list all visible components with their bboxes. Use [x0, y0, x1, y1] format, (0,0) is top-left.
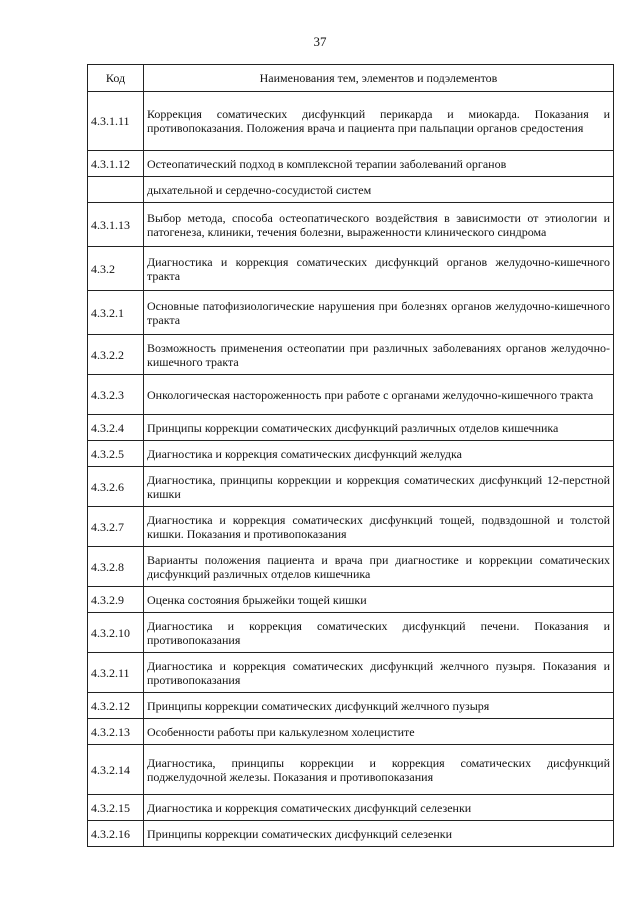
table-row [88, 415, 614, 441]
row-name: Основные патофизиологические нарушения при болезнях органов желудочно-кишечного тракта [144, 291, 614, 335]
row-code: 4.3.2.13 [88, 719, 144, 745]
row-name: Диагностика и коррекция соматических дисфункций желудка [144, 441, 614, 467]
row-name: Коррекция соматических дисфункций перикарда и миокарда. Показания и противопоказания. Положения врача и пациента при пальпации органов средостения [144, 92, 614, 151]
row-code: 4.3.2.14 [88, 745, 144, 795]
row-code: 4.3.2.11 [88, 653, 144, 693]
row-code: 4.3.2.6 [88, 467, 144, 507]
row-code: 4.3.2.7 [88, 507, 144, 547]
table-row [88, 653, 614, 693]
row-name: Диагностика и коррекция соматических дисфункций органов желудочно-кишечного тракта [144, 247, 614, 291]
table-row [88, 291, 614, 335]
row-name: Диагностика и коррекция соматических дисфункций тощей, подвздошной и толстой кишки. Показания и противопоказания [144, 507, 614, 547]
table-row [88, 375, 614, 415]
row-name: Особенности работы при калькулезном холецистите [144, 719, 614, 745]
table-row [88, 719, 614, 745]
row-code: 4.3.2 [88, 247, 144, 291]
table-row [88, 151, 614, 177]
row-name: Принципы коррекции соматических дисфункций желчного пузыря [144, 693, 614, 719]
table-row [88, 547, 614, 587]
table-row [88, 795, 614, 821]
table-row [88, 745, 614, 795]
table-row [88, 92, 614, 151]
row-name: Онкологическая настороженность при работе с органами желудочно-кишечного тракта [144, 375, 614, 415]
row-code: 4.3.2.12 [88, 693, 144, 719]
header-code: Код [88, 65, 144, 92]
row-name: Диагностика, принципы коррекции и коррекция соматических дисфункций поджелудочной железы. Показания и противопоказания [144, 745, 614, 795]
header-name: Наименования тем, элементов и подэлементов [144, 65, 614, 92]
row-code: 4.3.1.13 [88, 203, 144, 247]
row-name: Принципы коррекции соматических дисфункций селезенки [144, 821, 614, 847]
table-row [88, 821, 614, 847]
table-header-row [88, 65, 614, 92]
table-row [88, 587, 614, 613]
row-name: Оценка состояния брыжейки тощей кишки [144, 587, 614, 613]
row-name: Варианты положения пациента и врача при диагностике и коррекции соматических дисфункций различных отделов кишечника [144, 547, 614, 587]
row-code: 4.3.2.2 [88, 335, 144, 375]
row-code: 4.3.2.3 [88, 375, 144, 415]
row-name: Диагностика и коррекция соматических дисфункций печени. Показания и противопоказания [144, 613, 614, 653]
table-row [88, 693, 614, 719]
row-code: 4.3.1.11 [88, 92, 144, 151]
table-row [88, 335, 614, 375]
row-code: 4.3.2.16 [88, 821, 144, 847]
page-number: 37 [313, 34, 327, 49]
row-code: 4.3.2.4 [88, 415, 144, 441]
table-row [88, 467, 614, 507]
table-row [88, 177, 614, 203]
row-code: 4.3.2.1 [88, 291, 144, 335]
row-name: Диагностика и коррекция соматических дисфункций желчного пузыря. Показания и противопоказания [144, 653, 614, 693]
row-code [88, 177, 144, 203]
row-name: Выбор метода, способа остеопатического воздействия в зависимости от этиологии и патогенеза, клиники, течения болезни, выраженности клинического синдрома [144, 203, 614, 247]
row-name: дыхательной и сердечно-сосудистой систем [144, 177, 614, 203]
curriculum-table [87, 64, 614, 847]
table-row [88, 507, 614, 547]
row-code: 4.3.1.12 [88, 151, 144, 177]
table-row [88, 203, 614, 247]
table-row [88, 613, 614, 653]
table-row [88, 247, 614, 291]
row-name: Диагностика, принципы коррекции и коррекция соматических дисфункций 12-перстной кишки [144, 467, 614, 507]
table-row [88, 441, 614, 467]
row-name: Диагностика и коррекция соматических дисфункций селезенки [144, 795, 614, 821]
row-name: Принципы коррекции соматических дисфункций различных отделов кишечника [144, 415, 614, 441]
table-body [88, 92, 614, 847]
row-name: Остеопатический подход в комплексной терапии заболеваний органов [144, 151, 614, 177]
row-code: 4.3.2.9 [88, 587, 144, 613]
row-code: 4.3.2.8 [88, 547, 144, 587]
row-code: 4.3.2.10 [88, 613, 144, 653]
row-code: 4.3.2.5 [88, 441, 144, 467]
row-code: 4.3.2.15 [88, 795, 144, 821]
row-name: Возможность применения остеопатии при различных заболеваниях органов желудочно-кишечного тракта [144, 335, 614, 375]
